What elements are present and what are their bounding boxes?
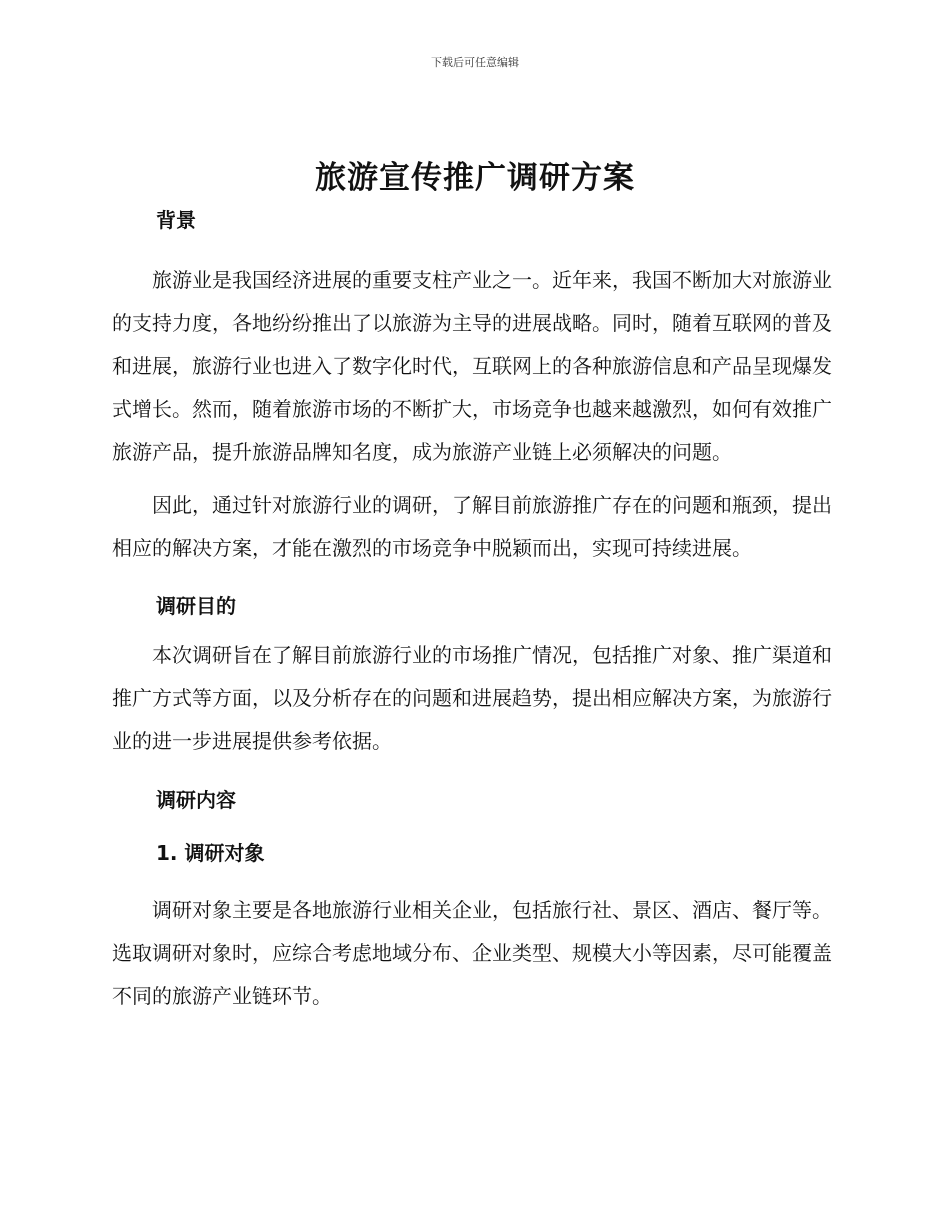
purpose-paragraph: 本次调研旨在了解目前旅游行业的市场推广情况，包括推广对象、推广渠道和推广方式等方面，以及分析存在的问题和进展趋势，提出相应解决方案，为旅游行业的进一步进展提供参考依据。: [112, 643, 832, 753]
background-paragraph-1: 旅游业是我国经济进展的重要支柱产业之一。近年来，我国不断加大对旅游业的支持力度，各地纷纷推出了以旅游为主导的进展战略。同时，随着互联网的普及和进展，旅游行业也进入了数字化时代，互联网上的各种旅游信息和产品呈现爆发式增长。然而，随着旅游市场的不断扩大，市场竞争也越来越激烈，如何有效推广旅游产品，提升旅游品牌知名度，成为旅游产业链上必须解决的问题。: [112, 268, 832, 464]
background-paragraph-2: 因此，通过针对旅游行业的调研，了解目前旅游推广存在的问题和瓶颈，提出相应的解决方案，才能在激烈的市场竞争中脱颖而出，实现可持续进展。: [112, 493, 832, 560]
document-body: [112, 205, 832, 1018]
section-heading-content: 调研内容: [156, 788, 236, 812]
research-target-paragraph: 调研对象主要是各地旅游行业相关企业，包括旅行社、景区、酒店、餐厅等。选取调研对象时，应综合考虑地域分布、企业类型、规模大小等因素，尽可能覆盖不同的旅游产业链环节。: [112, 898, 832, 1008]
header-note: 下载后可任意编辑: [431, 56, 519, 69]
document-title: 旅游宣传推广调研方案: [315, 160, 635, 196]
section-heading-background: 背景: [156, 208, 196, 232]
section-heading-purpose: 调研目的: [156, 594, 236, 618]
subsection-heading-research-target: 1. 调研对象: [156, 841, 265, 865]
